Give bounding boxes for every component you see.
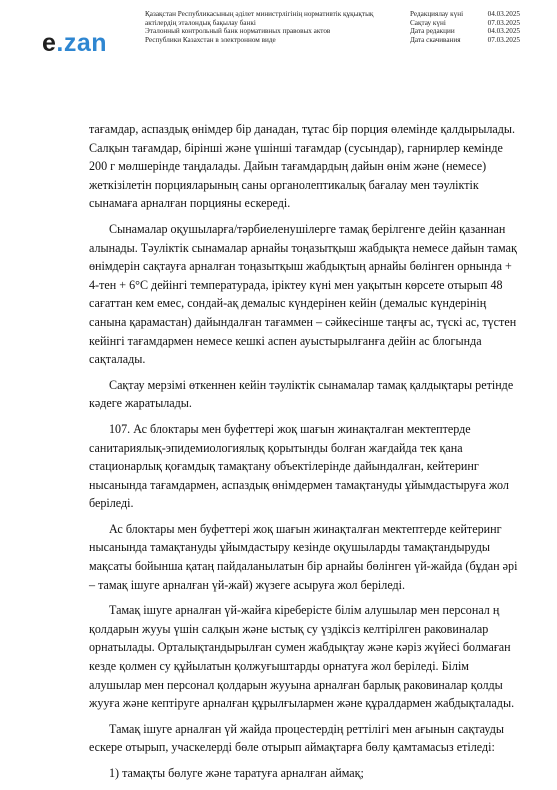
date-row [410,10,520,19]
logo-dot: . [56,29,64,57]
date-label: Редакциялау күні [410,10,464,18]
paragraph: Ас блоктары мен буфеттері жоқ шағын жинақталған мектептерде кейтеринг нысанында тамақтануды ұйымдастыру кезінде оқушыларды тамақтандыруды мақсаты бойынша қатаң пайдаланылатын бір арнайы бөлінген үй-жайда (бұдан әрі – тамақ ішуге арналған үй-жай) жүзеге асыруға жол беріледі. [89,521,518,592]
date-value: 07.03.2025 [487,35,520,44]
paragraph: Тамақ ішуге арналған үй-жайға кіреберісте білім алушылар мен персонал ң қолдарын жууы үшін салқын және ыстық су үздіксіз келтірілген раковиналар орнатылады. Орталықтандырылған сумен жабдықтау және кәріз жүйесі болмаған кезде қолмен су құйылатын қолжуғыштарды орнатуға жол беріледі. Білім алушылар мен персонал қолдарын жууына арналған барлық раковиналар қолды жууға және кептіруге арналған құрылғылармен және құралдармен жабдықталады. [89,603,515,711]
date-row [410,27,520,36]
logo-e: e [42,29,57,57]
date-label: Дата скачивания [410,35,461,44]
paragraph: 1) тамақты бөлуге және таратуға арналған аймақ; [109,766,364,780]
date-row [410,19,520,28]
dates-block [410,10,520,44]
document-header [0,0,557,72]
date-value: 04.03.2025 [487,10,520,18]
date-value: 07.03.2025 [487,18,520,27]
date-label: Дата редакции [410,27,455,36]
paragraph: Тамақ ішуге арналған үй жайда процестердің реттілігі мен ағынын сақтауды ескере отырып, учаскелерді бөле отырып аймақтарға бөлу қамтамасыз етіледі: [89,721,504,755]
logo-zan: zan [63,29,108,57]
date-row [410,36,520,45]
registry-text [145,10,400,44]
registry-line: Республики Казахстан в электронном виде [145,35,276,44]
date-value: 04.03.2025 [487,27,520,36]
paragraph: Сақтау мерзімі өткеннен кейін тәуліктік сынамалар тамақ қалдықтары ретінде кәдеге жаратылады. [89,377,514,411]
document-body [89,120,519,790]
date-label: Сақтау күні [410,18,446,27]
paragraph: Сынамалар оқушыларға/тәрбиеленушілерге тамақ берілгенге дейін қазаннан алынады. Тәуліктік сынамалар арнайы тоңазытқыш жабдықта немесе дайын тамақ өнімдерін сақтауға арналған тоңазытқыш жабдықтың арнайы бөлінген орнында + 4-тен + 6°С дейінгі температурада, іріктеу күні мен уақытын көрсете отырып 48 сағаттан кем емес, сондай-ақ демалыс күндерінен кейін (демалыс күндерінің санына қарамастан) дайындалған тағаммен – сәйкесінше таңғы ас, түскі ас, түстен кейінгі тағамдармен немесе кешкі аспен ауыстырылғанға дейін ас блогында сақталады. [89,221,517,367]
registry-line: актілердің эталондық бақылау банкі [145,18,256,27]
ezan-logo[interactable] [42,29,107,58]
paragraph: тағамдар, аспаздық өнімдер бір данадан, тұтас бір порция өлемінде қалдырылады. Салқын тағамдар, бірінші және үшінші тағамдар (сусындар), гарнирлер кемінде 200 г мөлшерінде таңдалады. Дайын тағамдардың дайын өнім және (немесе) жеткізілетін порцияларының саны органолептикалық бағалау мен тәуліктік сынамаға арналған порцияны ескереді. [89,122,516,211]
paragraph: 107. Ас блоктары мен буфеттері жоқ шағын жинақталған мектептерде санитариялық-эпидемиологиялық қорытынды болған жағдайда тек қана стационарлық қоғамдық тамақтану объектілерінде дайындалған, кейтеринг нысанында тағамдармен, аспаздық өнімдермен тамақтануды ұйымдастыруға жол беріледі. [89,421,509,511]
registry-line: Қазақстан Республикасының әділет министрлігінің нормативтік құқықтық [145,10,374,18]
registry-line: Эталонный контрольный банк нормативных правовых актов [145,27,331,36]
